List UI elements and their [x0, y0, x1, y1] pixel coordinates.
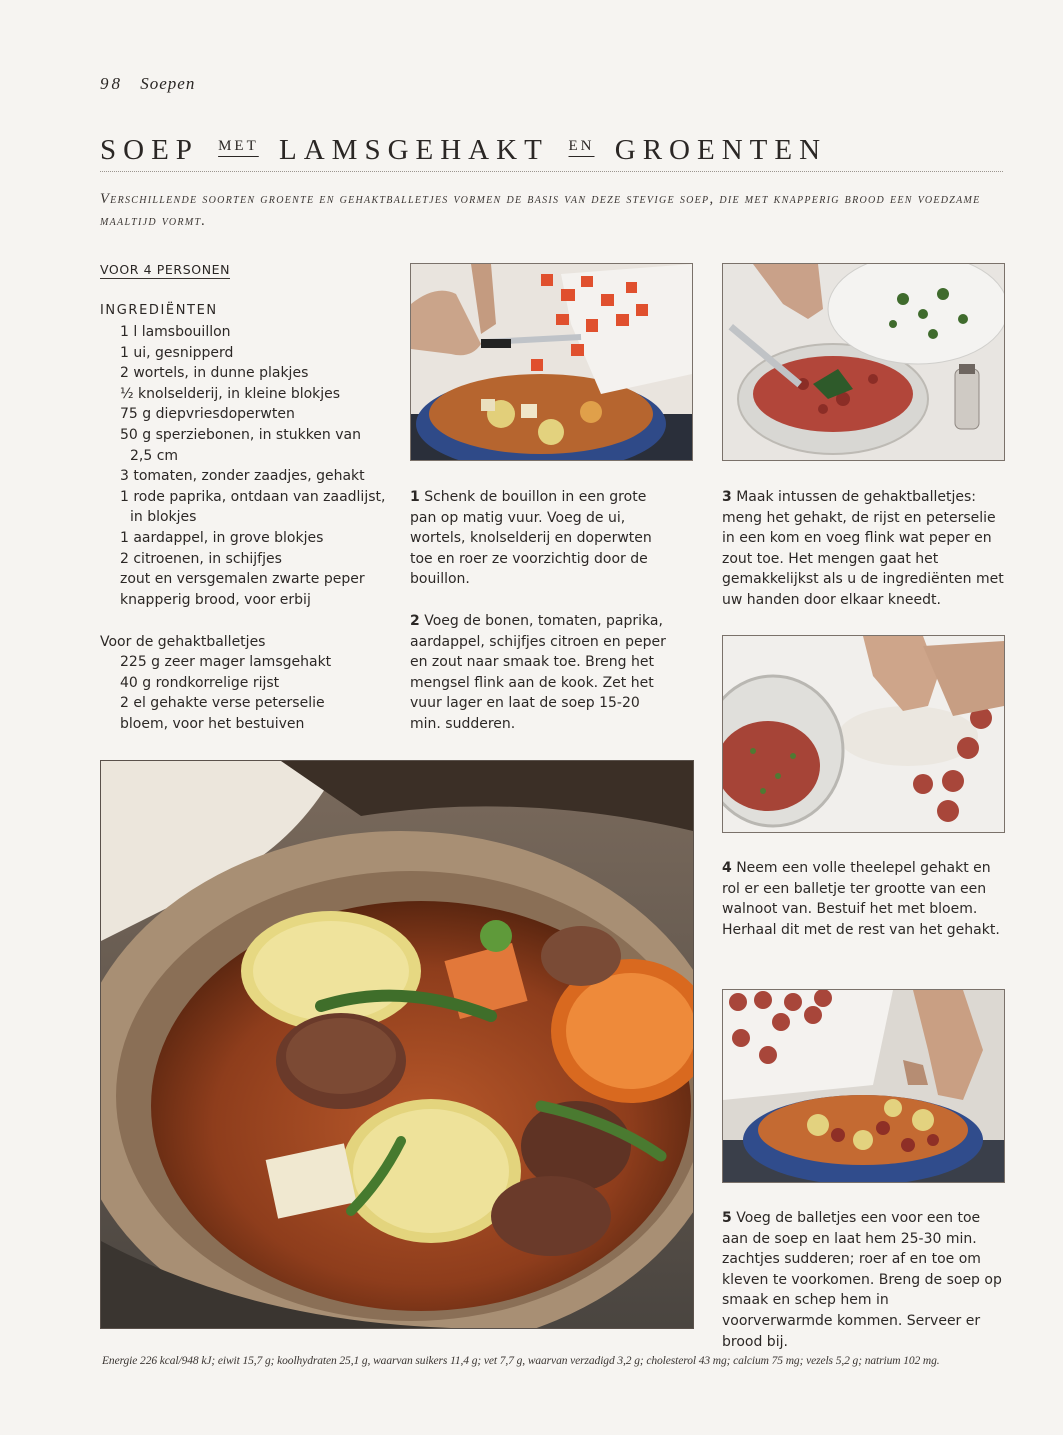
- step-number: 2: [410, 613, 420, 629]
- ingredient-item: 1 ui, gesnipperd: [120, 344, 234, 361]
- title-word: GROENTEN: [614, 134, 828, 166]
- meatballs-list: [100, 652, 400, 734]
- step-number: 5: [722, 1210, 732, 1226]
- ingredients-list: [100, 322, 400, 610]
- step-number: 4: [722, 860, 732, 876]
- ingredient-item: zout en versgemalen zwarte peper: [120, 571, 365, 588]
- step-2: [410, 611, 670, 735]
- running-head: [100, 74, 195, 94]
- ingredient-item: 1 aardappel, in grove blokjes: [120, 529, 324, 546]
- ingredient-item: bloem, voor het bestuiven: [120, 715, 305, 732]
- ingredient-item: 1 l lamsbouillon: [120, 324, 231, 340]
- ingredient-item: knapperig brood, voor erbij: [120, 591, 311, 608]
- ingredient-item-cont: 2,5 cm: [130, 447, 179, 464]
- section-name: Soepen: [140, 74, 196, 93]
- ingredient-item: ½ knolselderij, in kleine blokjes: [120, 385, 341, 402]
- step-4-photo: [722, 635, 1005, 833]
- meatballs-heading: Voor de gehaktballetjes: [100, 634, 266, 650]
- step-text: Voeg de bonen, tomaten, paprika, aardappel, schijfjes citroen en peper en zout naar smaak toe. Breng het mengsel flink aan de kook. Zet het vuur lager en laat de soep 15-20 min. sudderen.: [410, 613, 666, 732]
- ingredients-heading: INGREDIËNTEN: [100, 303, 218, 318]
- recipe-title: [100, 134, 827, 167]
- step-text: Maak intussen de gehaktballetjes: meng het gehakt, de rijst en peterselie in een kom en voeg flink wat peper en zout toe. Het mengen gaat het gemakkelijkst als u de ingrediënten met uw handen door elkaar kneedt.: [722, 489, 1004, 608]
- nutrition-info: Energie 226 kcal/948 kJ; eiwit 15,7 g; koolhydraten 25,1 g, waarvan suikers 11,4 g; vet 7,7 g, waarvan verzadigd 3,2 g; cholesterol 43 mg; calcium 75 mg; vezels 5,2 g; natrium 102 mg.: [102, 1355, 940, 1367]
- recipe-intro: Verschillende soorten groente en gehaktballetjes vormen de basis van deze stevige soep, die met knapperig brood een voedzame maaltijd vormt.: [100, 191, 981, 229]
- hero-photo-soup-bowl: [100, 760, 694, 1329]
- title-word: LAMSGEHAKT: [279, 134, 549, 166]
- step-number: 3: [722, 489, 732, 505]
- title-rule: [100, 171, 1003, 172]
- step-3-photo: [722, 263, 1005, 461]
- ingredient-item: 3 tomaten, zonder zaadjes, gehakt: [120, 468, 365, 485]
- ingredient-item: 1 rode paprika, ontdaan van zaadlijst,: [120, 488, 386, 505]
- ingredient-item: 225 g zeer mager lamsgehakt: [120, 654, 332, 670]
- step-number: 1: [410, 489, 420, 505]
- step-3: [722, 487, 1007, 611]
- ingredient-item-cont: in blokjes: [130, 509, 197, 526]
- step-1: [410, 487, 670, 590]
- step-5: [722, 1208, 1002, 1352]
- servings-label: VOOR 4 PERSONEN: [100, 262, 231, 277]
- ingredient-item: 2 wortels, in dunne plakjes: [120, 365, 309, 382]
- title-word-small: EN: [568, 138, 595, 154]
- ingredient-item: 40 g rondkorrelige rijst: [120, 674, 280, 691]
- step-text: Voeg de balletjes een voor een toe aan de soep en laat hem 25-30 min. zachtjes sudderen; roer af en toe om kleven te voorkomen. Breng de soep op smaak en schep hem in voorverwarmde kommen. Serveer er brood bij.: [722, 1210, 1002, 1350]
- step-text: Schenk de bouillon in een grote pan op matig vuur. Voeg de ui, wortels, knolselderij en doperwten toe en roer ze voorzichtig door de bouillon.: [410, 489, 652, 588]
- step-1-photo: [410, 263, 693, 461]
- step-5-photo: [722, 989, 1005, 1183]
- page-number: 98: [100, 74, 123, 93]
- ingredient-item: 2 citroenen, in schijfjes: [120, 550, 282, 567]
- title-word-small: MET: [218, 138, 259, 154]
- step-text: Neem een volle theelepel gehakt en rol er een balletje ter grootte van een walnoot van. Bestuif het met bloem. Herhaal dit met de rest van het gehakt.: [722, 860, 1000, 938]
- ingredient-item: 50 g sperziebonen, in stukken van: [120, 426, 361, 443]
- ingredient-item: 2 el gehakte verse peterselie: [120, 695, 325, 712]
- step-4: [722, 858, 1002, 940]
- ingredient-item: 75 g diepvriesdoperwten: [120, 406, 295, 423]
- title-word: SOEP: [100, 134, 198, 166]
